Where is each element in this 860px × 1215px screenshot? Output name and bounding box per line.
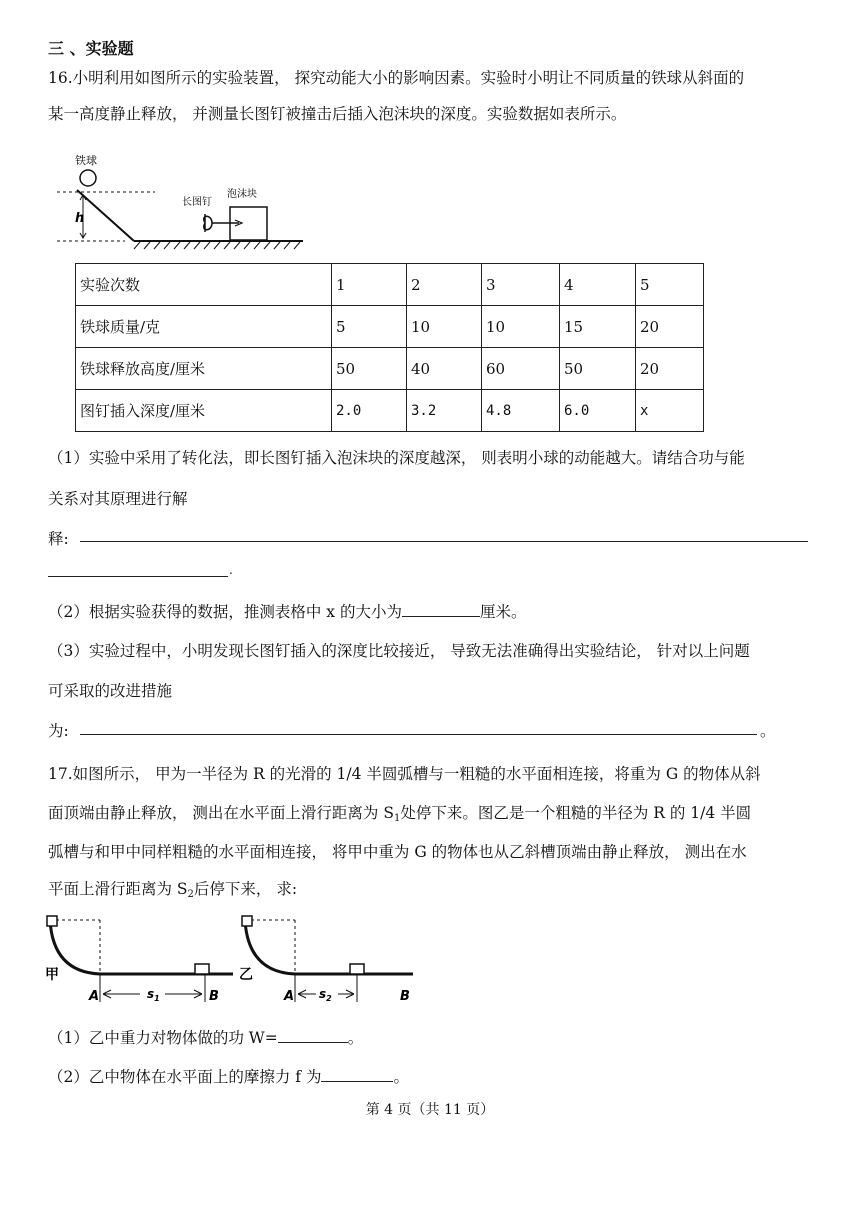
q17-p1-answer-blank[interactable] xyxy=(278,1028,348,1043)
foam-label: 泡沫块 xyxy=(227,189,257,200)
q16-p3-line-2: 可采取的改进措施 xyxy=(48,682,173,700)
table-cell: 40 xyxy=(407,348,482,390)
q17-p1 xyxy=(48,1026,363,1048)
table-cell: 铁球质量/克 xyxy=(76,306,332,348)
table-cell: 6.0 xyxy=(560,390,636,432)
ground-hatching xyxy=(134,242,300,249)
table-row xyxy=(76,264,704,306)
jia-s1-arrow-right xyxy=(165,990,202,998)
table-cell: 20 xyxy=(636,348,704,390)
yi-b-label: B xyxy=(400,989,410,1004)
ball-label: 铁球 xyxy=(75,154,97,167)
q16-line-1: 16.小明利用如图所示的实验装置， 探究动能大小的影响因素。实验时小明让不同质量的铁球从斜面的 xyxy=(48,69,745,87)
table-cell: 1 xyxy=(332,264,407,306)
pin-label: 长图钉 xyxy=(182,197,212,208)
q16-p2-suffix: 厘米。 xyxy=(479,603,527,621)
table-cell: x xyxy=(636,390,704,432)
jia-arc xyxy=(50,920,100,974)
table-cell: 图钉插入深度/厘米 xyxy=(76,390,332,432)
q16-p1-line-2: 关系对其原理进行解 xyxy=(48,490,188,508)
table-cell: 4 xyxy=(560,264,636,306)
q17-p1-suffix: 。 xyxy=(347,1029,364,1047)
q17-figures xyxy=(45,912,425,1012)
yi-s2-arrow-right xyxy=(338,990,354,998)
q16-p3-end: 。 xyxy=(760,722,776,740)
q17-p2-prefix: （2）乙中物体在水平面上的摩擦力 f 为 xyxy=(48,1068,322,1086)
q17-line-2 xyxy=(48,801,751,824)
q17-line-1: 17.如图所示， 甲为一半径为 R 的光滑的 1/4 半圆弧槽与一粗糙的水平面相连接，将重为 G 的物体从斜 xyxy=(48,765,761,783)
q16-p3-line-1: （3）实验过程中，小明发现长图钉插入的深度比较接近， 导致无法准确得出实验结论， 针对以上问题 xyxy=(48,642,750,660)
figure-yi xyxy=(239,916,413,1004)
yi-start-block xyxy=(242,916,252,926)
jia-s1-label xyxy=(147,987,160,1003)
page-footer: 第 4 页（共 11 页） xyxy=(365,1102,495,1118)
table-cell: 15 xyxy=(560,306,636,348)
height-label: h xyxy=(75,211,85,226)
table-cell: 3 xyxy=(482,264,560,306)
q16-apparatus-figure xyxy=(55,150,305,250)
table-cell: 50 xyxy=(560,348,636,390)
q17-line-4-b: 后停下来， 求: xyxy=(193,880,298,898)
q17-p2-suffix: 。 xyxy=(393,1068,409,1086)
table-cell: 10 xyxy=(482,306,560,348)
table-cell: 60 xyxy=(482,348,560,390)
q16-p1-answer-line-1[interactable] xyxy=(80,541,808,542)
q16-p3-line-3 xyxy=(48,719,69,741)
pin-head xyxy=(204,214,212,232)
table-cell: 3.2 xyxy=(407,390,482,432)
yi-s2-sub: 2 xyxy=(326,994,332,1003)
q17-line-2-b: 处停下来。图乙是一个粗糙的半径为 R 的 1/4 半圆 xyxy=(400,804,752,822)
table-cell: 2.0 xyxy=(332,390,407,432)
jia-start-block xyxy=(47,916,57,926)
q16-p3-answer-line[interactable] xyxy=(80,734,757,735)
table-cell: 铁球释放高度/厘米 xyxy=(76,348,332,390)
q17-s2-subscript: 2 xyxy=(187,889,194,900)
yi-arc xyxy=(245,920,295,974)
table-cell: 实验次数 xyxy=(76,264,332,306)
q16-p1-prefix: 释: xyxy=(48,530,69,548)
jia-s1-letter: s xyxy=(147,987,155,1001)
q16-p2-prefix: （2）根据实验获得的数据，推测表格中 x 的大小为 xyxy=(48,603,402,621)
table-cell: 2 xyxy=(407,264,482,306)
table-cell: 20 xyxy=(636,306,704,348)
jia-label: 甲 xyxy=(45,967,59,983)
q16-intro xyxy=(48,60,818,132)
q16-line-2: 某一高度静止释放， 并测量长图钉被撞击后插入泡沫块的深度。实验数据如表所示。 xyxy=(48,105,627,123)
yi-stop-block xyxy=(350,964,364,974)
q17-line-4 xyxy=(48,877,297,900)
iron-ball xyxy=(80,170,96,186)
yi-s2-label xyxy=(319,987,332,1003)
table-row xyxy=(76,306,704,348)
q16-p2-answer-blank[interactable] xyxy=(402,602,480,617)
q17-p2 xyxy=(48,1065,409,1087)
q17-p2-answer-blank[interactable] xyxy=(321,1067,393,1082)
yi-label: 乙 xyxy=(239,967,253,983)
q16-p1-line-3 xyxy=(48,527,69,549)
q17-s1-subscript: 1 xyxy=(393,813,401,824)
table-row xyxy=(76,348,704,390)
section-title: 三 、实验题 xyxy=(48,39,134,58)
q16-p1-answer-line-2[interactable] xyxy=(48,576,228,577)
yi-a-label: A xyxy=(284,989,295,1004)
jia-stop-block xyxy=(195,964,209,974)
yi-s2-letter: s xyxy=(319,987,327,1001)
jia-a-label: A xyxy=(89,989,100,1004)
table-cell: 5 xyxy=(636,264,704,306)
table-row xyxy=(76,390,704,432)
jia-s1-arrow-left xyxy=(103,990,140,998)
q16-p2 xyxy=(48,600,526,622)
q17-line-4-a: 平面上滑行距离为 S xyxy=(48,880,188,898)
table-cell: 5 xyxy=(332,306,407,348)
q16-data-table xyxy=(75,263,704,432)
q17-line-3: 弧槽与和甲中同样粗糙的水平面相连接， 将甲中重为 G 的物体也从乙斜槽顶端由静止释放， 测出在水 xyxy=(48,843,747,861)
table-cell: 50 xyxy=(332,348,407,390)
q16-p3-prefix: 为: xyxy=(48,722,69,740)
figure-jia xyxy=(45,916,233,1004)
q16-p1-line-1: （1）实验中采用了转化法，即长图钉插入泡沫块的深度越深， 则表明小球的动能越大。请结合功与能 xyxy=(48,449,745,467)
q17-p1-prefix: （1）乙中重力对物体做的功 W= xyxy=(48,1029,278,1047)
yi-s2-arrow-left xyxy=(298,990,316,998)
q16-p1-end: . xyxy=(229,563,233,577)
table-cell: 4.8 xyxy=(482,390,560,432)
table-cell: 10 xyxy=(407,306,482,348)
jia-b-label: B xyxy=(209,989,219,1004)
q17-line-2-a: 面顶端由静止释放， 测出在水平面上滑行距离为 S xyxy=(48,804,394,822)
jia-s1-sub: 1 xyxy=(154,994,160,1003)
